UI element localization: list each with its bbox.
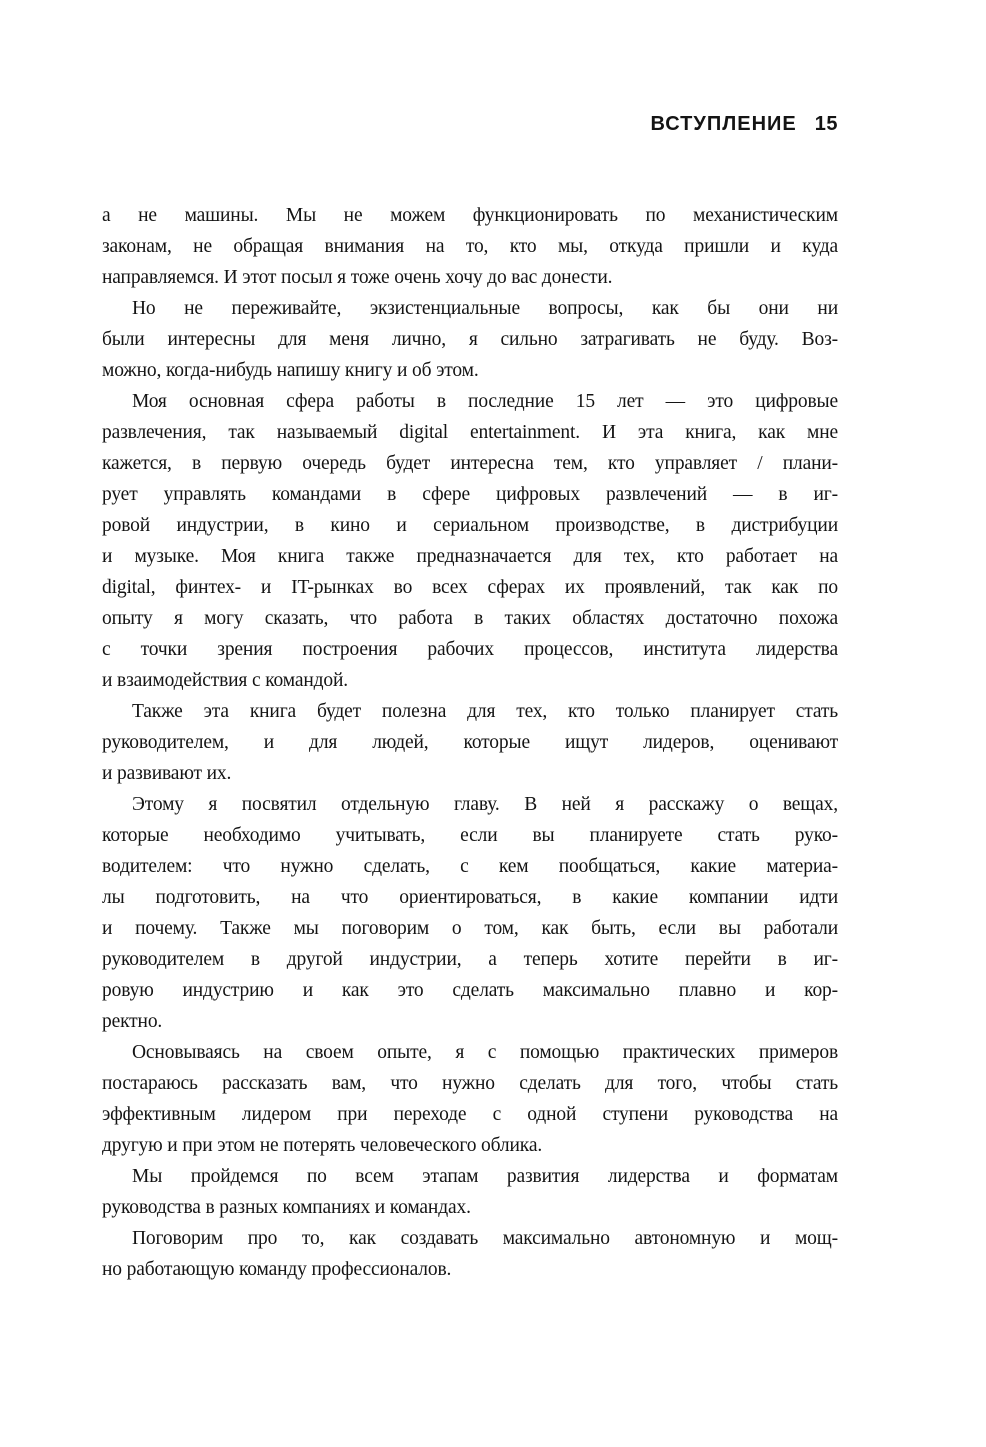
text-line: ровую индустрию и как это сделать максимально плавно и кор- <box>102 980 838 1001</box>
text-line: Мы пройдемся по всем этапам развития лидерства и форматам <box>132 1166 838 1187</box>
text-line: ровой индустрии, в кино и сериальном производстве, в дистрибуции <box>102 515 838 536</box>
text-line: законам, не обращая внимания на то, кто мы, откуда пришли и куда <box>102 236 838 257</box>
text-line: Моя основная сфера работы в последние 15 лет — это цифровые <box>132 391 838 412</box>
text-line: Но не переживайте, экзистенциальные вопросы, как бы они ни <box>132 298 838 319</box>
text-line: а не машины. Мы не можем функционировать по механистическим <box>102 205 838 226</box>
text-line: кажется, в первую очередь будет интересна тем, кто управляет / плани- <box>102 453 838 474</box>
paragraph <box>102 789 838 1037</box>
text-line: digital, финтех- и IT-рынках во всех сферах их проявлений, так как по <box>102 577 838 598</box>
paragraph <box>102 293 838 386</box>
text-line: Также эта книга будет полезна для тех, кто только планирует стать <box>132 701 838 722</box>
text-line: и музыке. Моя книга также предназначается для тех, кто работает на <box>102 546 838 567</box>
text-line: но работающую команду профессионалов. <box>102 1259 452 1280</box>
paragraph <box>102 696 838 789</box>
text-line: развлечения, так называемый digital entertainment. И эта книга, как мне <box>102 422 838 443</box>
paragraph <box>102 200 838 293</box>
text-line: и развивают их. <box>102 763 232 784</box>
text-line: были интересны для меня лично, я сильно затрагивать не буду. Воз- <box>102 329 838 350</box>
paragraph <box>102 1037 838 1161</box>
text-line: постараюсь рассказать вам, что нужно сделать для того, чтобы стать <box>102 1073 838 1094</box>
text-line: опыту я могу сказать, что работа в таких областях достаточно похожа <box>102 608 838 629</box>
text-line: которые необходимо учитывать, если вы планируете стать руко- <box>102 825 838 846</box>
text-line: руководства в разных компаниях и командах. <box>102 1197 471 1218</box>
text-line: рует управлять командами в сфере цифровых развлечений — в иг- <box>102 484 838 505</box>
page-header <box>102 113 838 135</box>
text-line: Этому я посвятил отдельную главу. В ней я расскажу о вещах, <box>132 794 838 815</box>
text-line: и почему. Также мы поговорим о том, как быть, если вы работали <box>102 918 838 939</box>
page-number: 15 <box>814 113 838 135</box>
text-line: можно, когда-нибудь напишу книгу и об этом. <box>102 360 479 381</box>
text-line: водителем: что нужно сделать, с кем пообщаться, какие материа- <box>102 856 838 877</box>
text-line: руководителем, и для людей, которые ищут лидеров, оценивают <box>102 732 838 753</box>
paragraph <box>102 1223 838 1285</box>
text-line: ректно. <box>102 1011 163 1032</box>
text-line: другую и при этом не потерять человеческого облика. <box>102 1135 543 1156</box>
text-line: лы подготовить, на что ориентироваться, в какие компании идти <box>102 887 838 908</box>
paragraph <box>102 1161 838 1223</box>
text-line: Поговорим про то, как создавать максимально автономную и мощ- <box>132 1228 838 1249</box>
paragraph <box>102 386 838 696</box>
text-line: руководителем в другой индустрии, а теперь хотите перейти в иг- <box>102 949 838 970</box>
text-line: эффективным лидером при переходе с одной ступени руководства на <box>102 1104 838 1125</box>
text-line: направляемся. И этот посыл я тоже очень хочу до вас донести. <box>102 267 613 288</box>
body-text <box>102 200 838 1285</box>
text-line: с точки зрения построения рабочих процессов, института лидерства <box>102 639 838 660</box>
text-line: Основываясь на своем опыте, я с помощью практических примеров <box>132 1042 838 1063</box>
text-line: и взаимодействия с командой. <box>102 670 348 691</box>
chapter-title: ВСТУПЛЕНИЕ <box>650 113 797 135</box>
